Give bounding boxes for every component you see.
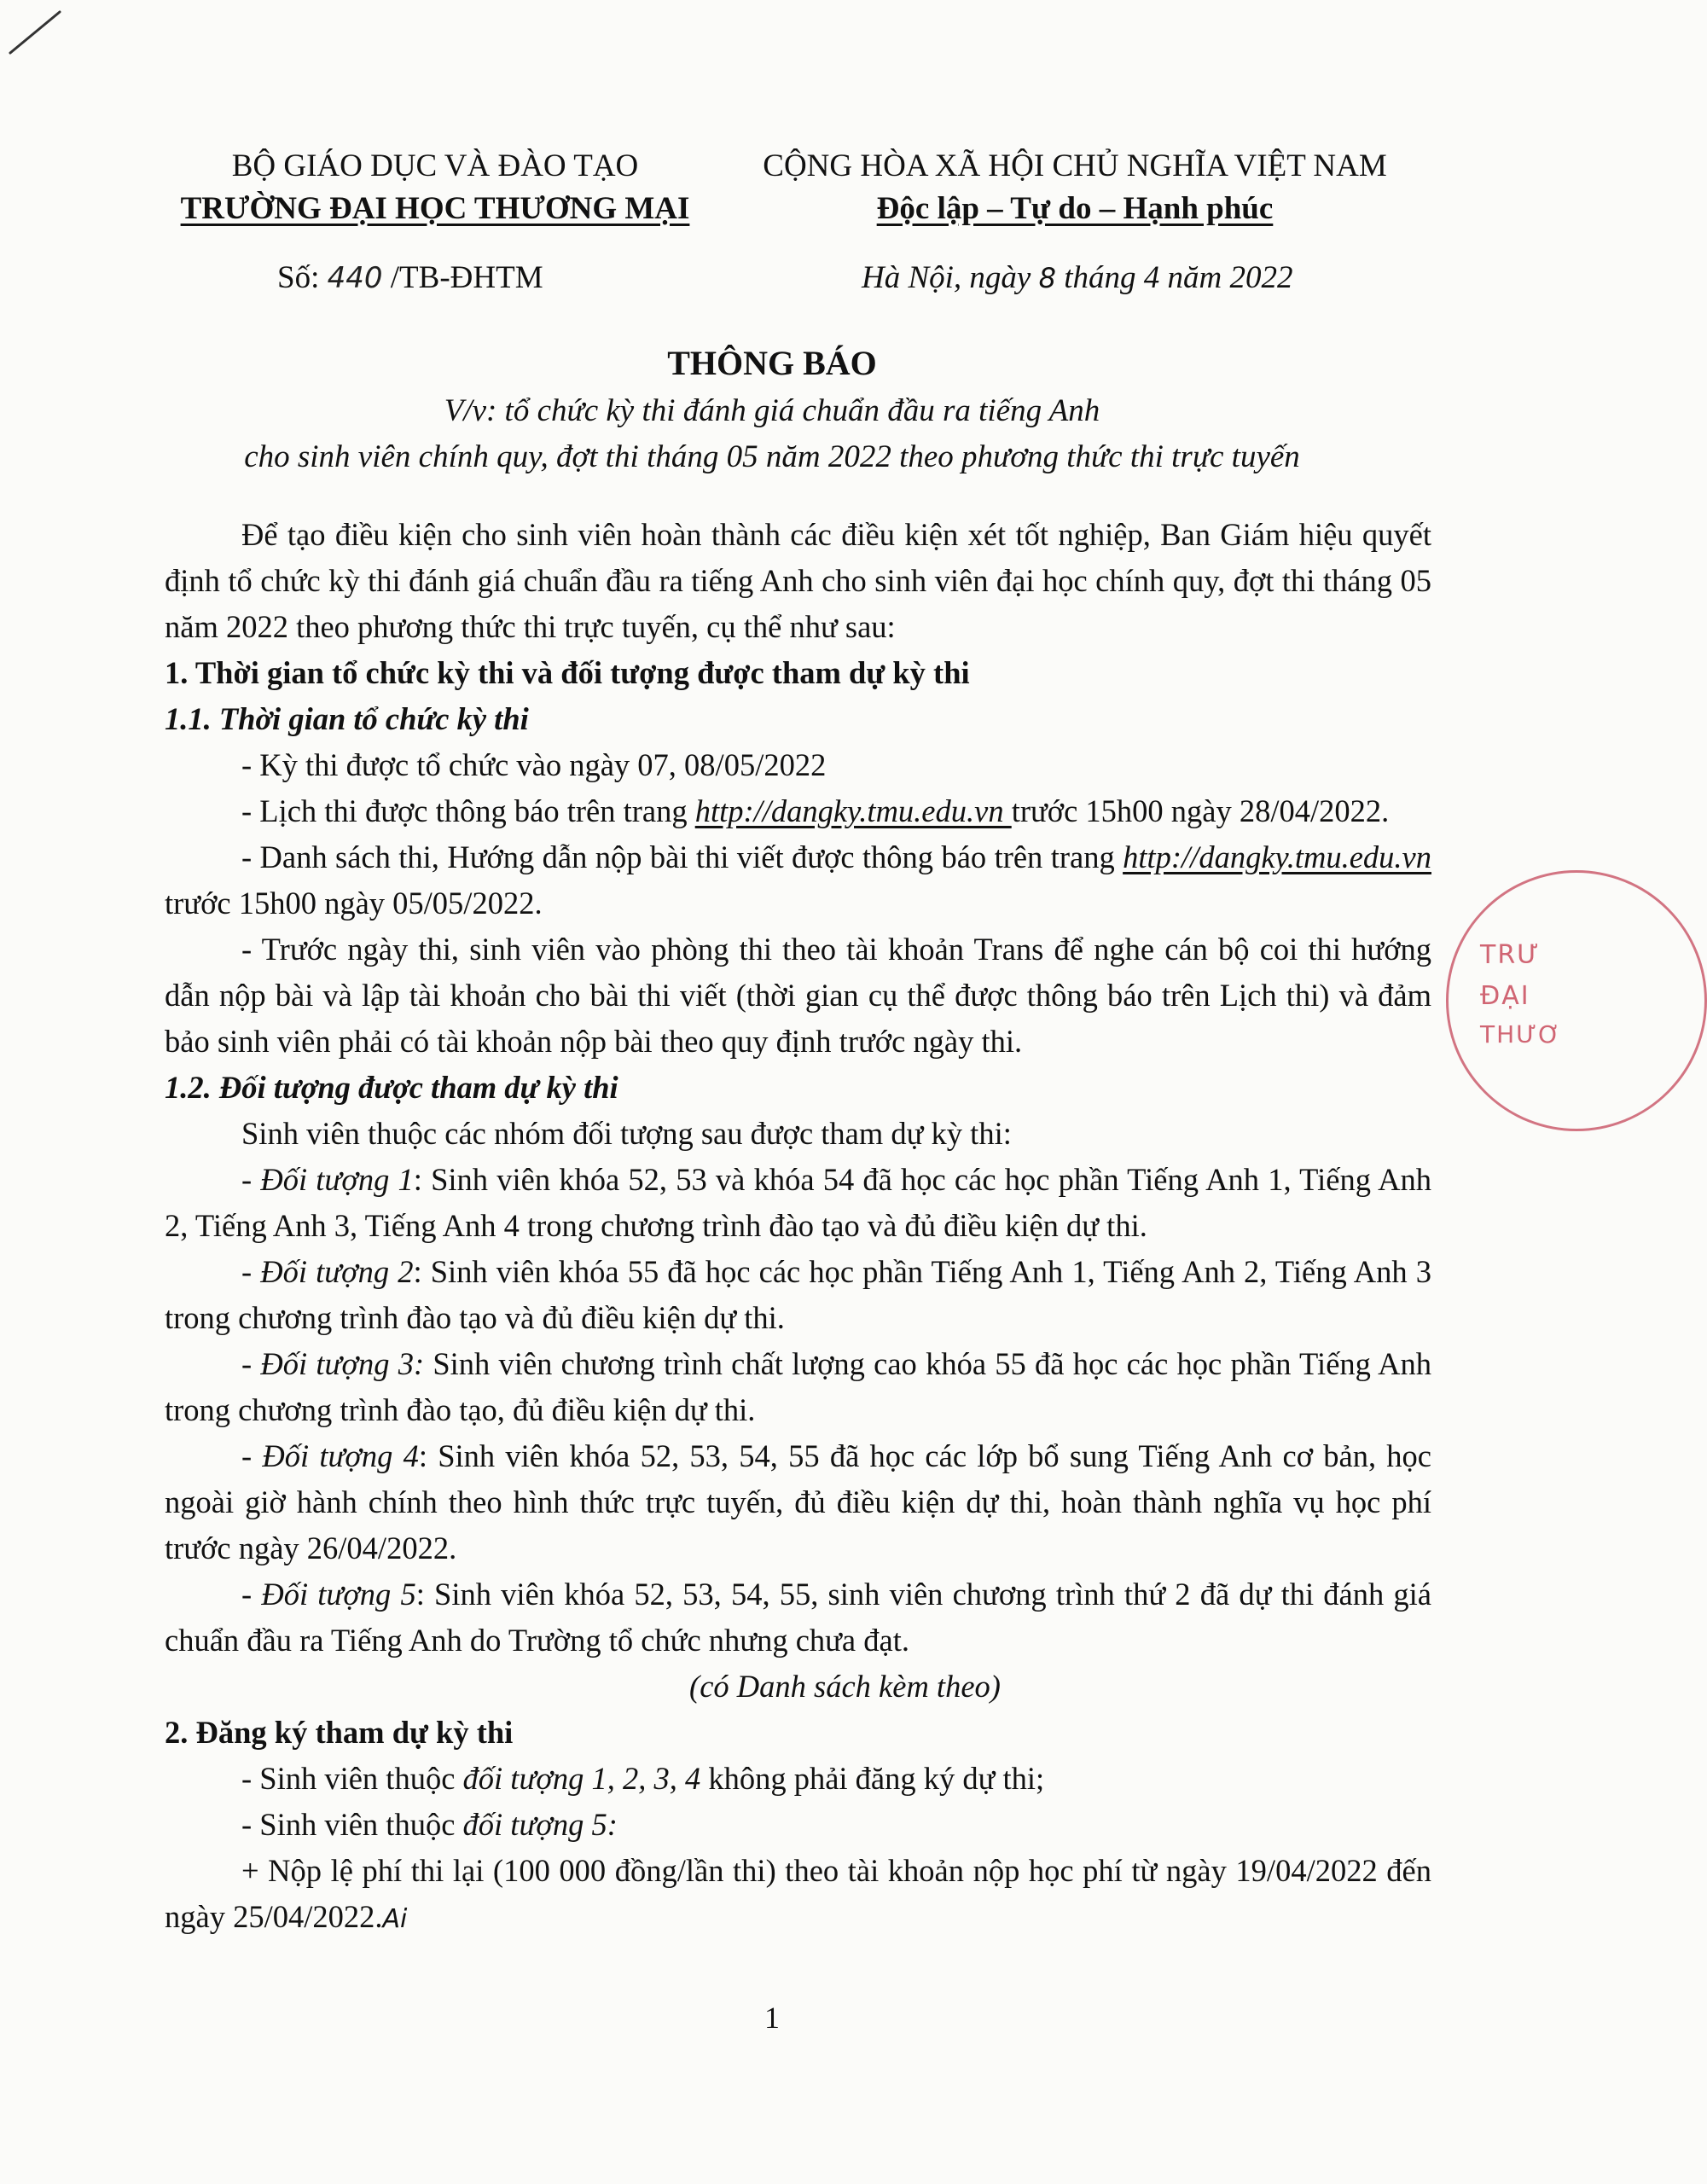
group-1-item: - Đối tượng 1: Sinh viên khóa 52, 53 và khóa 54 đã học các học phần Tiếng Anh 1, Tiếng Anh 2, Tiếng Anh 3, Tiếng Anh 4 trong chương trình đào tạo và đủ điều kiện dự thi.: [165, 1162, 1431, 1243]
national-header: [734, 145, 1416, 230]
registration-item-1: - Sinh viên thuộc đối tượng 1, 2, 3, 4 không phải đăng ký dự thi;: [241, 1761, 1045, 1796]
document-body: [165, 512, 1431, 1943]
ministry-name: BỘ GIÁO DỤC VÀ ĐÀO TẠO: [231, 148, 639, 183]
issuer-block: [154, 145, 717, 230]
fee-item: + Nộp lệ phí thi lại (100 000 đồng/lần thi) theo tài khoản nộp học phí từ ngày 19/04/2022 đến ngày 25/04/2022.Ai: [165, 1853, 1431, 1934]
section-2-heading: 2. Đăng ký tham dự kỳ thi: [165, 1715, 514, 1750]
group-4-item: - Đối tượng 4: Sinh viên khóa 52, 53, 54, 55 đã học các lớp bổ sung Tiếng Anh cơ bản, học ngoài giờ hành chính theo hình thức trực tuyến, đủ điều kiện dự thi, hoàn thành nghĩa vụ học phí trước ngày 26/04/2022.: [165, 1438, 1431, 1565]
university-name: TRƯỜNG ĐẠI HỌC THƯƠNG MẠI: [180, 191, 690, 226]
eligibility-intro: Sinh viên thuộc các nhóm đối tượng sau được tham dự kỳ thi:: [241, 1116, 1012, 1151]
document-subject-line-1: V/v: tổ chức kỳ thi đánh giá chuẩn đầu ra tiếng Anh: [444, 393, 1100, 428]
pen-stroke-mark: [0, 0, 171, 102]
intro-paragraph: Để tạo điều kiện cho sinh viên hoàn thành các điều kiện xét tốt nghiệp, Ban Giám hiệu quyết định tổ chức kỳ thi đánh giá chuẩn đầu ra tiếng Anh cho sinh viên đại học chính quy, đợt thi tháng 05 năm 2022 theo phương thức thi trực tuyến, cụ thể như sau:: [165, 517, 1431, 644]
handwritten-day: 8: [1038, 262, 1056, 294]
exam-date-item: - Kỳ thi được tổ chức vào ngày 07, 08/05/2022: [241, 747, 827, 782]
document-subject-line-2: cho sinh viên chính quy, đợt thi tháng 05 năm 2022 theo phương thức thi trực tuyến: [244, 439, 1300, 474]
red-seal-stamp: [1420, 853, 1562, 1143]
handwritten-doc-number: 440: [327, 261, 383, 295]
exam-list-item: - Danh sách thi, Hướng dẫn nộp bài thi viết được thông báo trên trang http://dangky.tmu.edu.vn trước 15h00 ngày 05/05/2022.: [165, 839, 1431, 921]
seal-text-3: THƯƠ: [1480, 1020, 1562, 1048]
attached-list-note: (có Danh sách kèm theo): [689, 1669, 1001, 1704]
registration-link-2[interactable]: http://dangky.tmu.edu.vn: [1123, 839, 1431, 874]
section-1-heading: 1. Thời gian tổ chức kỳ thi và đối tượng được tham dự kỳ thi: [165, 655, 970, 690]
document-number: Số: 440 /TB-ĐHTM: [277, 260, 543, 295]
section-1-1-heading: 1.1. Thời gian tổ chức kỳ thi: [165, 701, 529, 736]
group-3-item: - Đối tượng 3: Sinh viên chương trình chất lượng cao khóa 55 đã học các học phần Tiếng Anh trong chương trình đào tạo, đủ điều kiện dự thi.: [165, 1346, 1431, 1427]
registration-item-2: - Sinh viên thuộc đối tượng 5:: [241, 1807, 618, 1842]
document-date: Hà Nội, ngày 8 tháng 4 năm 2022: [862, 260, 1293, 295]
group-5-item: - Đối tượng 5: Sinh viên khóa 52, 53, 54, 55, sinh viên chương trình thứ 2 đã dự thi đánh giá chuẩn đầu ra Tiếng Anh do Trường tổ chức nhưng chưa đạt.: [165, 1577, 1431, 1658]
national-motto: Độc lập – Tự do – Hạnh phúc: [876, 191, 1274, 226]
handwritten-initials: Ai: [382, 1904, 408, 1934]
schedule-item: - Lịch thi được thông báo trên trang http://dangky.tmu.edu.vn trước 15h00 ngày 28/04/2022.: [241, 793, 1390, 828]
seal-text-2: ĐẠI: [1480, 981, 1530, 1011]
country-name: CỘNG HÒA XÃ HỘI CHỦ NGHĨA VIỆT NAM: [763, 148, 1387, 183]
document-title: THÔNG BÁO: [667, 344, 877, 382]
page-number: 1: [764, 2001, 780, 2035]
registration-link[interactable]: http://dangky.tmu.edu.vn: [694, 793, 1012, 828]
pre-exam-item: - Trước ngày thi, sinh viên vào phòng thi theo tài khoản Trans để nghe cán bộ coi thi hướng dẫn nộp bài và lập tài khoản cho bài thi viết (thời gian cụ thể được thông báo trên Lịch thi) và đảm bảo sinh viên phải có tài khoản nộp bài theo quy định trước ngày thi.: [165, 932, 1431, 1059]
group-2-item: - Đối tượng 2: Sinh viên khóa 55 đã học các học phần Tiếng Anh 1, Tiếng Anh 2, Tiếng Anh 3 trong chương trình đào tạo và đủ điều kiện dự thi.: [165, 1254, 1431, 1335]
seal-text-1: TRƯ: [1480, 940, 1541, 970]
section-1-2-heading: 1.2. Đối tượng được tham dự kỳ thi: [165, 1070, 618, 1105]
